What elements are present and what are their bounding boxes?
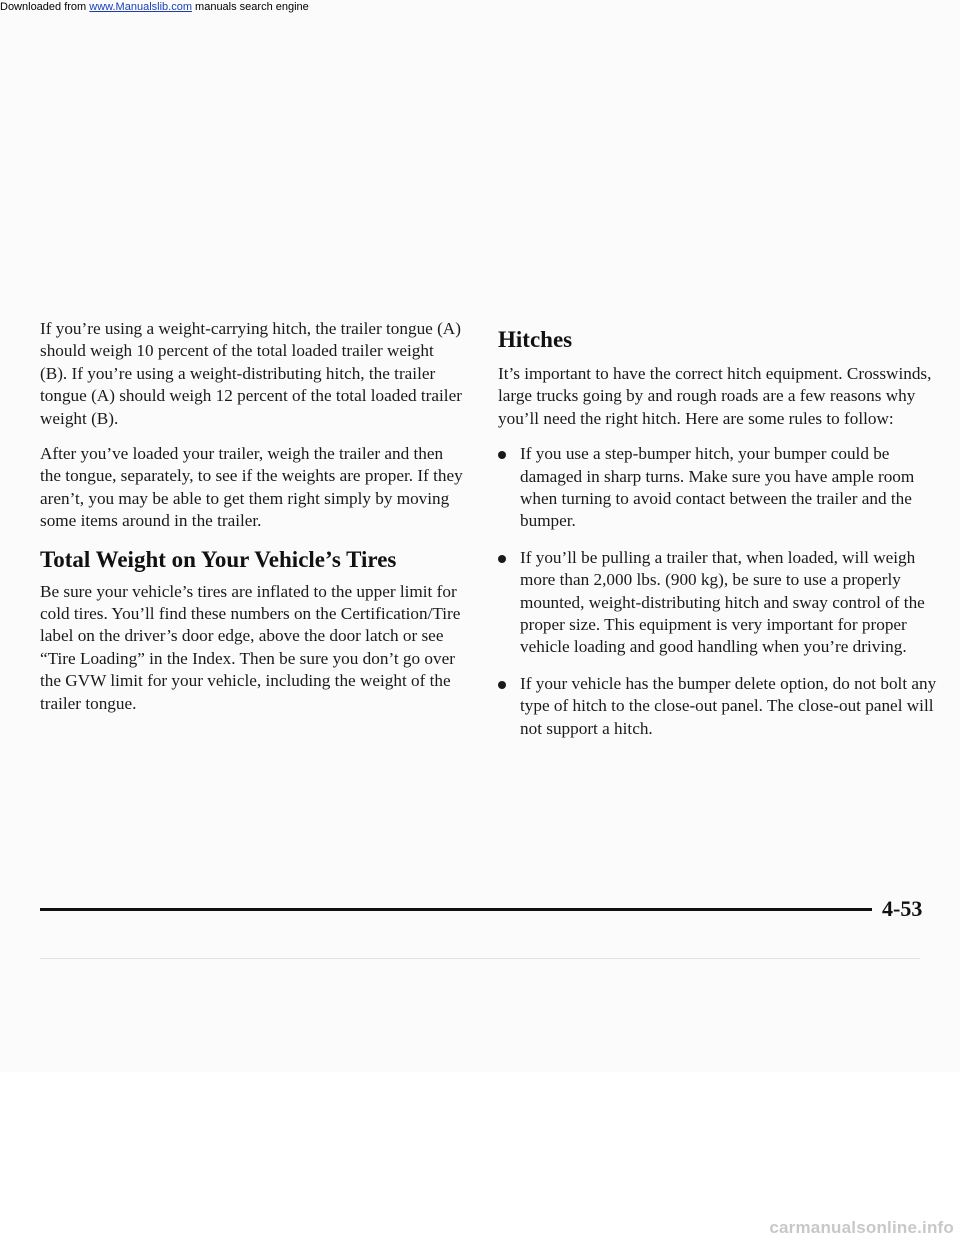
paragraph-tire-inflation: Be sure your vehicle’s tires are inflated to the upper limit for cold tires. You’ll find these numbers on the Certification/Tire label on the driver’s door edge, above the door latch or see “Tire Loading” in the Index. Then be sure you don’t go over the GVW limit for your vehicle, including the weight of the trailer tongue. (40, 581, 461, 713)
paragraph-hitch-intro: It’s important to have the correct hitch equipment. Crosswinds, large trucks going by and rough roads are a few reasons why you’ll need the right hitch. Here are some rules to follow: (498, 364, 932, 428)
manualslib-link[interactable]: www.Manualslib.com (89, 1, 192, 13)
right-column (498, 318, 938, 754)
heading-hitches: Hitches (498, 327, 573, 352)
list-item-text: If you’ll be pulling a trailer that, when loaded, will weigh more than 2,000 lbs. (900 kg), be sure to use a properly mounted, weight-distributing hitch and sway control of the proper size. This equipment is very important for proper vehicle loading and good handling when you’re driving. (520, 547, 925, 657)
list-item-text: If your vehicle has the bumper delete option, do not bolt any type of hitch to the close-out panel. The close-out panel will not support a hitch. (520, 673, 937, 738)
heading-total-weight: Total Weight on Your Vehicle’s Tires (40, 546, 397, 572)
footer-rule (40, 908, 872, 911)
scan-divider (40, 958, 920, 959)
site-watermark: carmanualsonline.info (769, 1218, 954, 1237)
header-prefix: Downloaded from (0, 1, 90, 13)
list-item (498, 673, 938, 740)
paragraph-tongue-weight: If you’re using a weight-carrying hitch, the trailer tongue (A) should weigh 10 percent of the total loaded trailer weight (B). If you’re using a weight-distributing hitch, the trailer tongue (A) should weigh 12 percent of the total loaded trailer weight (B). (40, 319, 462, 428)
list-item (498, 443, 938, 533)
page-number: 4-53 (882, 896, 923, 921)
download-header (0, 0, 309, 14)
paragraph-weigh-trailer: After you’ve loaded your trailer, weigh the trailer and then the tongue, separately, to see if the weights are proper. If they aren’t, you may be able to get them right simply by moving some items around in the trailer. (40, 444, 463, 531)
list-item (498, 547, 938, 659)
bullet-icon (498, 681, 506, 689)
bullet-icon (498, 451, 506, 459)
bullet-icon (498, 555, 506, 563)
header-suffix: manuals search engine (191, 1, 309, 13)
left-column (40, 318, 465, 728)
hitch-rules-list (498, 443, 938, 740)
list-item-text: If you use a step-bumper hitch, your bumper could be damaged in sharp turns. Make sure you have ample room when turning to avoid contact between the trailer and the bumper. (520, 444, 915, 531)
